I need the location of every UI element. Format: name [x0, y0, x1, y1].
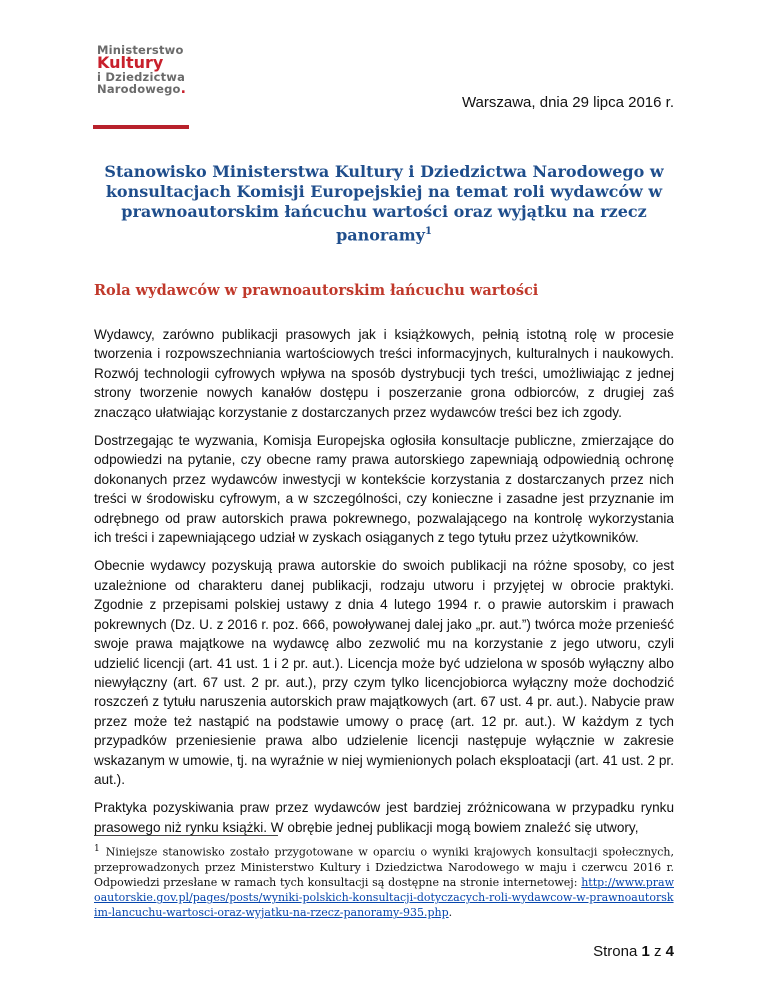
document-body [94, 325, 674, 846]
paragraph: Obecnie wydawcy pozyskują prawa autorskie do swoich publikacji na różne sposoby, co jest uzależnione od charakteru danej publikacji, rodzaju utworu i przyjętej w obrocie praktyki. Zgodnie z przepisami polskiej ustawy z dnia 4 lutego 1994 r. o prawie autorskim i prawach pokrewnych (Dz. U. z 2016 r. poz. 666, powoływanej dalej jako „pr. aut.”) twórca może przenieść swoje prawa majątkowe na wydawcę albo zezwolić mu na korzystanie z jego utworu, czyli udzielić licencji (art. 41 ust. 1 i 2 pr. aut.). Licencja może być udzielona w sposób wyłączny albo niewyłączny (art. 67 ust. 2 pr. aut.), przy czym tylko licencjobiorca wyłączny może dochodzić roszczeń z tytułu naruszenia autorskich praw majątkowych (art. 67 ust. 4 pr. aut.). Nabycie praw przez może też nastąpić na podstawie umowy o pracę (art. 12 pr. aut.). W każdym z tych przypadków przeniesienie prawa albo udzielenie licencji następuje wyłącznie w zakresie wskazanym w umowie, tj. na wyraźnie w niej wymienionych polach eksploatacji (art. 41 ust. 2 pr. aut.). [94, 558, 674, 787]
section-heading: Rola wydawców w prawnoautorskim łańcuchu wartości [94, 282, 539, 299]
document-date: Warszawa, dnia 29 lipca 2016 r. [461, 94, 674, 111]
page-total: 4 [665, 943, 674, 960]
logo-line-1: Ministerstwo [97, 43, 184, 57]
logo-line-4 [97, 83, 186, 95]
page-separator: z [649, 943, 666, 960]
header-red-bar [93, 125, 189, 129]
footnote-number: 1 [94, 844, 100, 854]
footnote-text: Niniejsze stanowisko zostało przygotowane w oparciu o wyniki krajowych konsultacji społecznych, przeprowadzonych przez Ministerstwo Kultury i Dziedzictwa Narodowego w maju i czerwcu 2016 r. Odpowiedzi przesłane w ramach tych konsultacji są dostępne na stronie internetowej: [94, 845, 674, 890]
footnote-link[interactable]: http://www.prawoautorskie.gov.pl/pages/posts/wyniki-polskich-konsultacji-dotyczacych-roli-wydawcow-w-prawnoautorskim-lancuchu-wartosci-oraz-wyjatku-na-rzecz-panoramy-935.php [94, 876, 674, 920]
footnote-separator [94, 835, 278, 836]
logo-dot: . [180, 81, 187, 97]
page-prefix: Strona [593, 943, 642, 960]
logo-line-3: i Dziedzictwa [97, 70, 186, 84]
logo-line-2: Kultury [97, 53, 164, 72]
logo-line-4-text: Narodowego [97, 82, 181, 96]
page-number [593, 943, 674, 960]
paragraph: Wydawcy, zarówno publikacji prasowych jak i książkowych, pełnią istotną rolę w procesie tworzenia i rozpowszechniania wartościowych treści informacyjnych, kulturalnych i naukowych. Rozwój technologii cyfrowych wpływa na sposób dystrybucji tych treści, umożliwiając z jednej strony tworzenie nowych kanałów dostępu i poszerzanie grona odbiorców, z drugiej zaś znacząco ułatwiając korzystanie z dostarczanych przez wydawców treści bez ich zgody. [94, 327, 674, 420]
paragraph: Praktyka pozyskiwania praw przez wydawców jest bardziej zróżnicowana w przypadku rynku prasowego niż rynku książki. W obrębie jednej publikacji mogą bowiem znaleźć się utwory, [94, 800, 674, 835]
footnote-tail: . [448, 906, 453, 920]
page-current: 1 [641, 943, 650, 960]
document-title [94, 162, 674, 245]
paragraph: Dostrzegając te wyzwania, Komisja Europejska ogłosiła konsultacje publiczne, zmierzające do odpowiedzi na pytanie, czy obecne ramy prawa autorskiego zapewniają odpowiednią ochronę dokonanych przez wydawców inwestycji w kontekście korzystania z dostarczanych przez nich treści w środowisku cyfrowym, a w szczególności, czy konieczne i zasadne jest przyznanie im odrębnego od praw autorskich prawa pokrewnego, pozwalającego na kontrolę wykorzystania ich treści i zapewniającego udział w zyskach osiąganych z tego tytułu przez użytkowników. [94, 433, 674, 546]
ministry-logo [97, 44, 186, 95]
document-title-text: Stanowisko Ministerstwa Kultury i Dziedzictwa Narodowego w konsultacjach Komisji Europejskiej na temat roli wydawców w prawnoautorskim łańcuchu wartości oraz wyjątku na rzecz panoramy [104, 162, 664, 245]
footnote [94, 842, 674, 921]
title-footnote-ref[interactable]: 1 [424, 226, 432, 237]
